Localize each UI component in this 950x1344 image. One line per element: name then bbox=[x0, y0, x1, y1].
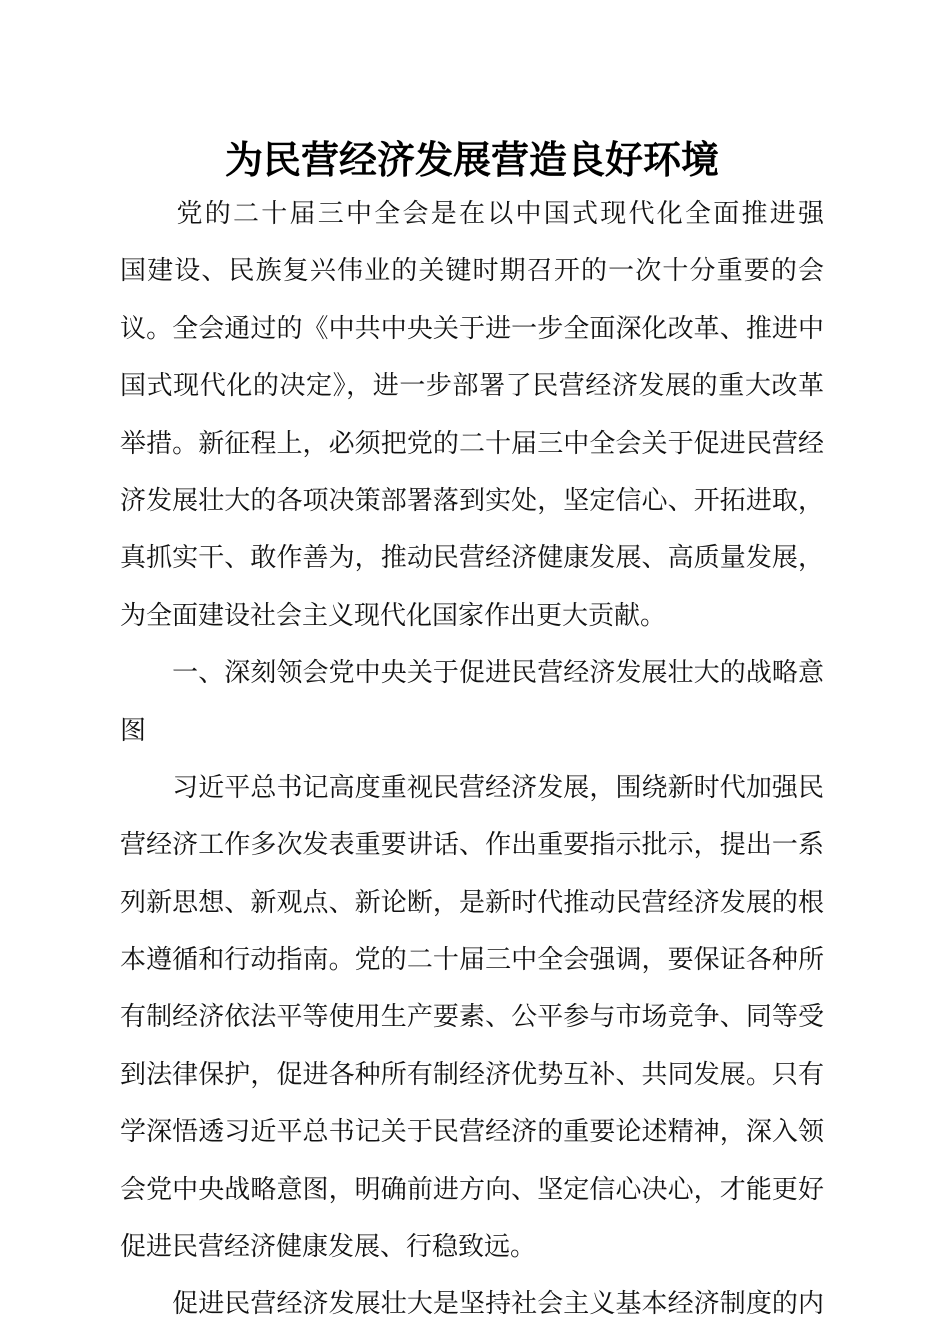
body-line: 济发展壮大的各项决策部署落到实处，坚定信心、开拓进取， bbox=[120, 485, 824, 516]
body-line: 国式现代化的决定》，进一步部署了民营经济发展的重大改革 bbox=[120, 371, 824, 402]
body-line: 举措。新征程上，必须把党的二十届三中全会关于促进民营经 bbox=[120, 428, 824, 459]
body-line: 真抓实干、敢作善为，推动民营经济健康发展、高质量发展， bbox=[120, 543, 824, 574]
body-line: 学深悟透习近平总书记关于民营经济的重要论述精神，深入领 bbox=[120, 1117, 824, 1148]
document-title: 为民营经济发展营造良好环境 bbox=[224, 137, 719, 182]
document-body bbox=[120, 186, 824, 1334]
body-line: 促进民营经济发展壮大是坚持社会主义基本经济制度的内 bbox=[120, 1289, 824, 1320]
body-line: 党的二十届三中全会是在以中国式现代化全面推进强 bbox=[120, 199, 824, 229]
body-line: 国建设、民族复兴伟业的关键时期召开的一次十分重要的会 bbox=[120, 256, 824, 287]
body-line: 促进民营经济健康发展、行稳致远。 bbox=[120, 1232, 537, 1263]
body-line: 习近平总书记高度重视民营经济发展，围绕新时代加强民 bbox=[120, 772, 824, 803]
body-line: 会党中央战略意图，明确前进方向、坚定信心决心，才能更好 bbox=[120, 1174, 824, 1205]
body-line: 到法律保护，促进各种所有制经济优势互补、共同发展。只有 bbox=[120, 1059, 824, 1090]
body-line: 有制经济依法平等使用生产要素、公平参与市场竞争、同等受 bbox=[120, 1002, 824, 1033]
body-line: 为全面建设社会主义现代化国家作出更大贡献。 bbox=[120, 600, 667, 631]
body-line: 营经济工作多次发表重要讲话、作出重要指示批示，提出一系 bbox=[120, 830, 824, 861]
body-line: 本遵循和行动指南。党的二十届三中全会强调，要保证各种所 bbox=[120, 945, 824, 976]
body-line: 议。全会通过的《中共中央关于进一步全面深化改革、推进中 bbox=[120, 313, 824, 344]
body-line: 一、深刻领会党中央关于促进民营经济发展壮大的战略意 bbox=[120, 658, 824, 689]
body-line: 图 bbox=[120, 715, 147, 746]
body-line: 列新思想、新观点、新论断，是新时代推动民营经济发展的根 bbox=[120, 887, 824, 918]
